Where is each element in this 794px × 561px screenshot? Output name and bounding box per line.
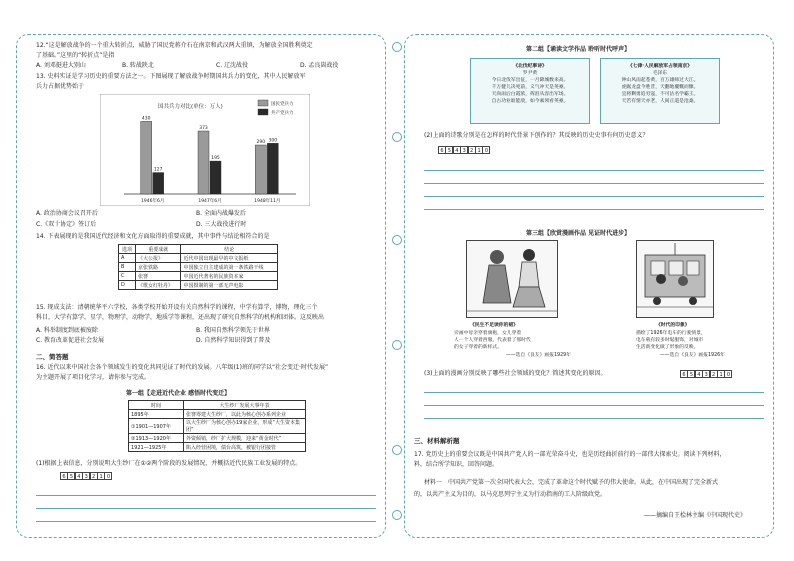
q17-material1-line2: 的，以共产主义为目的，以马克思列宁主义为行动指南的工人阶级政党。 [414,491,607,498]
poem2-line: 宜将剩勇追穷寇，不可沽名学霸王。 [621,92,699,97]
cartoon2-desc: 电车载有较多时髦服饰，对城市 [636,338,704,343]
cartoon1-desc: 的女子穿着的新样式。 [454,345,502,350]
score-box[interactable]: 3 [702,370,710,378]
q15-stem-line1: 15. 现成支法：清朝统华平六学校，各类学校开始开设有关自然科学的课程，中学有算学，博物，理化三个 [36,304,318,311]
q14-header-option: 选项 [119,245,136,254]
score-box[interactable]: 6 [438,146,446,154]
table-row [119,263,278,272]
poem-card-northern-expedition [470,58,590,124]
answer-line[interactable] [36,521,376,522]
chart-category-label: 1948年11月 [254,199,281,204]
cartoon-fashion-illustration [467,241,557,317]
score-box[interactable]: 5 [687,370,695,378]
binding-hole [392,42,402,52]
q14-cell: 中国近代著名的民族资本家 [181,272,278,281]
cartoon2-desc: 生活新变化做了形象的反映。 [636,345,699,350]
q14-header-conclusion: 结论 [181,245,278,254]
q15-option-a[interactable]: A. 科举制度到底被废除 [36,327,98,334]
legend-label: 国民党兵力 [271,102,294,107]
score-box[interactable]: 1 [97,472,105,480]
cartoon1-caption: 《民生不足读你的裙》 [470,323,518,328]
q16-header-events: 大生纱厂发展大事年表 [184,401,306,410]
legend-label: 共产党兵力 [271,111,294,116]
cartoon1-source: ——选自《良友》画报1929年 [506,353,571,358]
score-box[interactable]: 3 [460,146,468,154]
q16-cell: 陷入经营困境，债台高筑，被银行团接管 [184,443,306,452]
section-heading-material-analysis: 三、材料解析题 [414,437,460,445]
poem-card-occupy-nanjing [600,58,720,124]
chart-bar [267,143,278,194]
chart-data-label: 430 [141,116,151,122]
score-box[interactable]: 5 [67,472,75,480]
q13-option-b[interactable]: B. 全面内战爆发后 [196,210,246,217]
q12-option-b[interactable]: B. 转战陕北 [122,62,154,69]
poem2-author: 毛泽东 [652,71,668,76]
legend-swatch [258,100,268,106]
table-row [119,272,278,281]
q16-cell: 1921—1925年 [129,443,184,452]
q16-group1-title: 第一组【走进近代企业 感悟时代变迁】 [126,390,231,397]
table-row [129,419,306,434]
score-box[interactable]: 3 [82,472,90,480]
table-row [119,281,278,290]
q14-stem: 14. 下表展现的是我国近代经济和文化方面取得的重要成就，其中事件与结论相符合的是 [36,233,270,240]
table-row [129,410,306,419]
chart-data-label: 300 [268,138,278,144]
answer-line[interactable] [424,392,764,393]
chart-bar [198,131,209,194]
binding-hole [392,510,402,520]
group3-title: 第三组【欣赏漫画作品 见证时代进步】 [526,230,631,237]
cartoon1-desc: 旁画中母亲穿着旗袍，女儿穿着 [454,331,522,336]
score-box[interactable]: 5 [445,146,453,154]
score-box[interactable]: 2 [468,146,476,154]
cartoon2-desc: 描绘了1926年电车的行驶情景， [636,331,706,336]
poem1-author: 罗尹黄 [522,71,538,76]
cartoon2-source: ——选自《良友》画报1926年 [660,353,725,358]
q14-header-achievement: 重要成就 [136,245,181,254]
q14-cell: 中国独立自主建成的第一条铁路干线 [181,263,278,272]
q14-table [118,244,278,290]
chart-data-label: 373 [199,126,208,132]
chart-bar [141,121,152,194]
answer-line[interactable] [424,405,764,406]
q12-option-d[interactable]: D. 孟良崮战役 [300,62,339,69]
answer-line[interactable] [36,508,376,509]
q12-option-a[interactable]: A. 刘邓挺进大别山 [36,62,86,69]
score-box[interactable]: 6 [60,472,68,480]
chart-svg [100,94,310,206]
table-row [129,434,306,443]
q14-cell: C [119,272,136,281]
q16-sub3: (3)上面的漫画分别反映了哪些社会领域的变化？简述其变化的原因。 [424,370,607,377]
binding-hole [392,132,402,142]
answer-line[interactable] [424,196,764,197]
chart-bar [153,173,164,194]
q16-sub1: (1)根据上表信息，分别说明大生纱厂在①②两个阶段的发展情况，并概括近代民族工业发展的特点。 [36,460,302,467]
q17-stem-line2: 料，结合所学知识，回答问题。 [414,461,499,468]
q15-option-c[interactable]: C. 教育改革促进社会发展 [36,337,105,344]
poem1-line: 今日北伐军出征，一月降城数来高。 [491,78,569,83]
q13-stem-line1: 13. 史料实证是学习历史的重要方法之一。下图展现了解放战争时期国共兵力的变化，其中人民解放军 [36,73,306,80]
chart-data-label: 127 [153,167,163,173]
answer-line[interactable] [424,209,764,210]
chart-bar [255,145,266,194]
q16-stem-line2: 为主题开展了项目化学习，请你参与完成。 [36,374,151,381]
q14-cell: 中国摄制的第一部无声电影 [181,281,278,290]
q16-sub3-score-boxes[interactable] [680,370,732,378]
binding-hole [392,235,402,245]
score-box[interactable]: 4 [75,472,83,480]
q13-option-c[interactable]: C.《双十协定》签订后 [36,221,97,228]
score-box[interactable]: 4 [453,146,461,154]
answer-line[interactable] [36,495,376,496]
score-box[interactable]: 1 [475,146,483,154]
q15-stem-line2: 科目，大学有算学，星学，物理学，动物学，地质学等课程，还出现了研究自然科学的机构和团体。这反映出 [36,314,325,321]
score-box[interactable]: 1 [717,370,725,378]
score-box[interactable]: 2 [90,472,98,480]
cartoon-image-fashion [466,240,558,318]
score-box[interactable]: 2 [710,370,718,378]
chart-category-label: 1947年6月 [198,199,222,204]
score-box[interactable]: 4 [695,370,703,378]
chart-data-label: 195 [211,156,220,162]
score-box[interactable]: 6 [680,370,688,378]
q16-stem-line1: 16. 近代以来中国社会各个领域发生的变化共同见证了时代的发展。八年级(1)班的同学以“社会变迁·时代发展” [36,364,329,371]
chart-bar [210,161,221,194]
score-box[interactable]: 0 [724,370,732,378]
poem2-line: 天若有情天亦老，人间正道是沧桑。 [621,99,699,104]
q16-sub2: (2)上面的诗歌分别是在怎样的时代背景下创作的？其反映的历史史事有何历史意义？ [424,132,649,139]
q12-stem-line2: 了基础。”这里的“转折点”是指 [36,52,115,59]
q12-stem-line1: 12.“这是解放战争的一个重大转折点，威胁了国民党蒋介石在南京和武汉两大重镇，为解放全国胜利奠定 [36,42,313,49]
q12-option-c[interactable]: C. 辽沈战役 [216,62,249,69]
q17-source: ——摘编自王桧林主编《中国现代史》 [644,512,747,519]
q14-cell: 张謇 [136,272,181,281]
q14-cell: 近代中国出现最早的中文报纸 [181,254,278,263]
score-box[interactable]: 0 [482,146,490,154]
q16-header-time: 时间 [129,401,184,410]
q16-score-boxes[interactable] [60,472,112,480]
q16-cell: 以大生纱厂为核心创办19家企业，形成“大生资本集团” [184,419,306,434]
q13-stem-line2: 兵力占据优势始于 [36,83,85,90]
section-heading-short-answer: 二、简答题 [36,353,69,361]
group2-title: 第二组【诵读文学作品 聆听时代呼声】 [526,46,631,53]
table-row [129,443,306,452]
poem2-line: 虎踞龙盘今胜昔，天翻地覆慨而慷。 [621,85,699,90]
table-row [119,254,278,263]
answer-line[interactable] [424,183,764,184]
q17-stem-line1: 17. 党历史上的重要会议既是中国共产党人的一部光荣奋斗史，也是历经曲折前行的一部伟大探索史。阅读下列材料， [414,451,726,458]
chart-data-label: 290 [256,140,266,146]
binding-hole [392,340,402,350]
binding-hole [392,445,402,455]
poem1-line: 天尚雨后白霞浓，挥泪从容出军场。 [491,92,569,97]
q16-cell: 1895年 [129,410,184,419]
cartoon-image-tram [636,240,714,318]
score-box[interactable]: 0 [104,472,112,480]
poem1-title: 《北伐纪事诗》 [513,64,547,69]
q16-sub2-score-boxes[interactable] [438,146,490,154]
answer-line[interactable] [424,418,764,419]
poem1-line: 自古功业谁能敌，如今素须看英豪。 [491,99,569,104]
cartoon-tram-illustration [637,241,713,317]
q17-material1-line1: 材料一 中国共产党第一次全国代表大会，完成了革命这个时代赋予的伟大使命。从此，在中国出现了完全新式 [424,479,719,486]
poem2-title: 《七律·人民解放军占领南京》 [627,64,693,69]
force-comparison-chart [100,94,310,206]
poem1-line: 千万健儿决死前，义气冲天是英豪。 [491,85,569,90]
cartoon1-desc: 人一个人穿着西服，代表着了那时代 [454,338,531,343]
chart-title: 国共兵力对比(单位：万人) [158,104,223,110]
q15-option-b[interactable]: B. 我国自然科学领先于世界 [196,327,270,334]
q13-option-d[interactable]: D. 三大战役进行时 [196,221,247,228]
q14-cell: 《歌女红牡丹》 [136,281,181,290]
cartoon2-caption: 《时代的印象》 [656,323,690,328]
q16-cell: ①1901—1907年 [129,419,184,434]
q13-option-a[interactable]: A. 政治协商会议召开后 [36,210,98,217]
q16-table [128,400,306,452]
q14-cell: 京张铁路 [136,263,181,272]
q14-cell: 《大公报》 [136,254,181,263]
chart-category-label: 1946年6月 [141,199,165,204]
q14-cell: B [119,263,136,272]
q16-cell: 外资倾销，纱厂扩大规模，迎来“黄金时代” [184,434,306,443]
q15-option-d[interactable]: D. 自然科学知识得到了普及 [196,337,271,344]
q14-cell: A [119,254,136,263]
q16-cell: ②1913—1920年 [129,434,184,443]
q16-cell: 张謇筹建大生纱厂，以此为核心创办系列企业 [184,410,306,419]
q14-cell: D [119,281,136,290]
legend-swatch [258,109,268,115]
poem2-line: 钟山风雨起苍黄，百万雄师过大江。 [621,78,699,83]
answer-line[interactable] [424,170,764,171]
